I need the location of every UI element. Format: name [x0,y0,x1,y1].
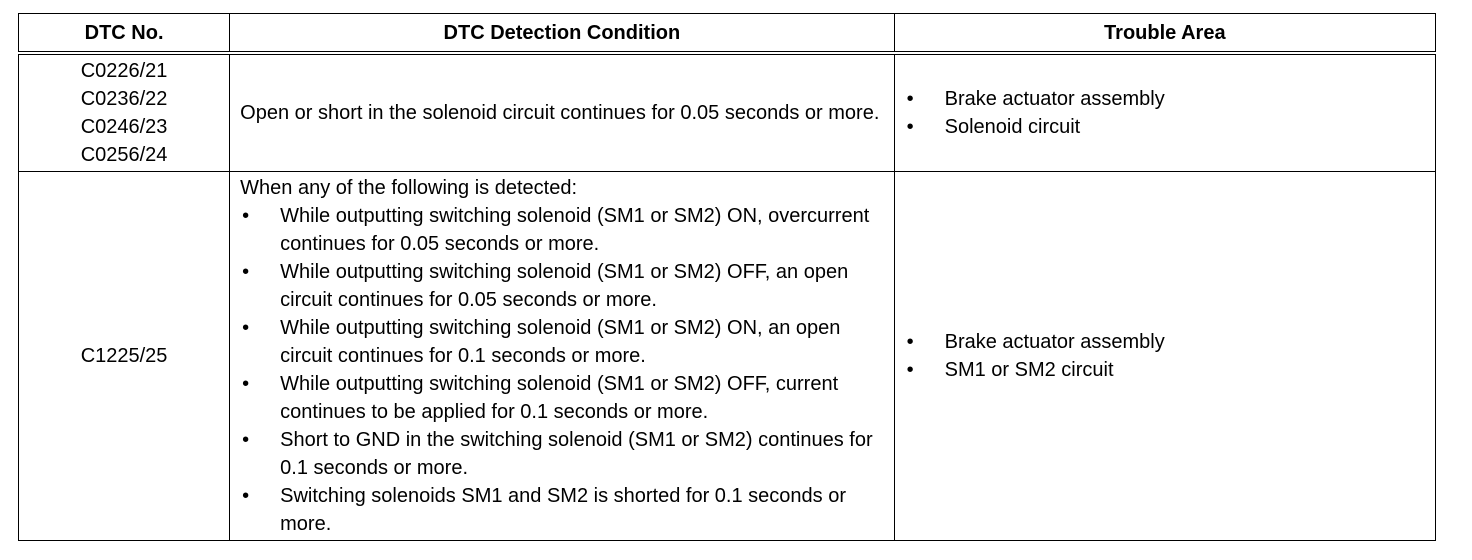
list-item [905,328,1435,356]
list-item [240,314,885,370]
condition-item: While outputting switching solenoid (SM1 or SM2) OFF, an open circuit continues for 0.05 seconds or more. [280,261,849,311]
trouble-area-item: SM1 or SM2 circuit [944,359,1114,381]
list-item [240,482,885,538]
header-dtc-no: DTC No. [19,14,230,54]
list-item [905,85,1435,113]
bullet-icon: • [242,429,250,451]
condition-item: While outputting switching solenoid (SM1 or SM2) OFF, current continues to be applied for 0.1 seconds or more. [280,373,839,423]
dtc-code: C0256/24 [80,144,168,166]
list-item [240,370,885,426]
dtc-code: C0246/23 [80,116,168,138]
dtc-code: C0226/21 [80,60,168,82]
list-item [905,113,1435,141]
list-item [905,356,1435,384]
condition-text: Open or short in the solenoid circuit continues for 0.05 seconds or more. [240,102,880,124]
bullet-icon: • [242,485,250,507]
header-trouble-area: Trouble Area [894,14,1435,54]
table-row [19,53,1436,172]
condition-item: Switching solenoids SM1 and SM2 is shorted for 0.1 seconds or more. [280,485,846,535]
list-item [240,426,885,482]
trouble-area-list [905,85,1435,141]
dtc-code-cell [19,172,230,541]
dtc-code-cell [19,53,230,172]
dtc-table [18,13,1436,541]
table-body [19,53,1436,541]
header-detection-condition: DTC Detection Condition [230,14,894,54]
trouble-area-item: Brake actuator assembly [944,88,1165,110]
bullet-icon: • [242,261,250,283]
bullet-icon: • [906,116,914,138]
table-header [19,14,1436,54]
trouble-area-list [905,328,1435,384]
table-row [19,172,1436,541]
bullet-icon: • [906,359,914,381]
bullet-icon: • [906,331,914,353]
condition-item: Short to GND in the switching solenoid (SM1 or SM2) continues for 0.1 seconds or more. [280,429,873,479]
bullet-icon: • [242,205,250,227]
bullet-icon: • [242,373,250,395]
detection-condition-cell [230,172,894,541]
dtc-code: C1225/25 [80,345,168,367]
condition-list [240,202,885,538]
header-row [19,14,1436,54]
trouble-area-item: Brake actuator assembly [944,331,1165,353]
detection-condition-cell [230,53,894,172]
condition-item: While outputting switching solenoid (SM1 or SM2) ON, overcurrent continues for 0.05 seconds or more. [280,205,870,255]
trouble-area-cell [894,53,1435,172]
list-item [240,258,885,314]
condition-item: While outputting switching solenoid (SM1 or SM2) ON, an open circuit continues for 0.1 seconds or more. [280,317,841,367]
trouble-area-item: Solenoid circuit [944,116,1081,138]
list-item [240,202,885,258]
dtc-code: C0236/22 [80,88,168,110]
bullet-icon: • [242,317,250,339]
condition-intro: When any of the following is detected: [240,177,578,199]
bullet-icon: • [906,88,914,110]
trouble-area-cell [894,172,1435,541]
